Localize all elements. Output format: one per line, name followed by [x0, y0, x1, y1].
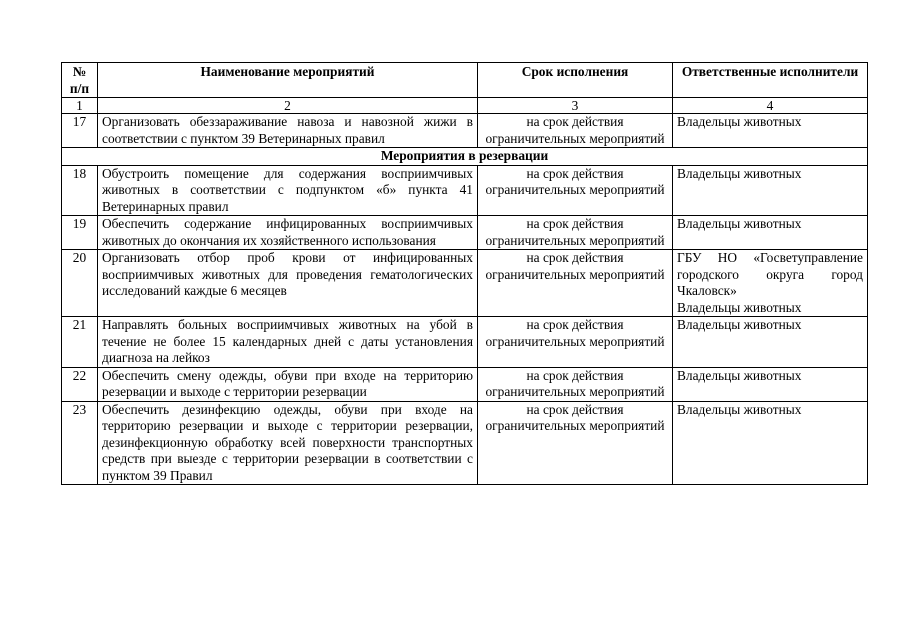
row-number: 17	[62, 114, 98, 148]
measure-name: Обеспечить дезинфекцию одежды, обуви при входе на территорию резервации и выходе с территории резервации, дезинфекционную обработку всей поверхности транспортных средств при выезде с территории резервации в соответствии с пунктом 39 Правил	[98, 401, 478, 485]
measure-name: Обеспечить смену одежды, обуви при входе на территорию резервации и выходе с территории резервации	[98, 367, 478, 401]
column-number: 3	[478, 98, 673, 114]
measure-term: на срок действия ограничительных мероприятий	[478, 401, 673, 485]
responsible-organization: ГБУ НО «Госветуправление городского округа город Чкаловск»	[677, 250, 863, 298]
row-number: 19	[62, 216, 98, 250]
column-number: 1	[62, 98, 98, 114]
measure-name: Организовать обеззараживание навоза и навозной жижи в соответствии с пунктом 39 Ветеринарных правил	[98, 114, 478, 148]
header-name: Наименование мероприятий	[98, 63, 478, 98]
responsible-owners: Владельцы животных	[677, 299, 802, 315]
header-num: № п/п	[62, 63, 98, 98]
measures-table	[61, 62, 868, 485]
measure-responsible: Владельцы животных	[673, 216, 868, 250]
measure-term: на срок действия ограничительных мероприятий	[478, 367, 673, 401]
measure-responsible: Владельцы животных	[673, 401, 868, 485]
table-row	[62, 401, 868, 485]
row-number: 18	[62, 165, 98, 216]
header-resp: Ответственные исполнители	[673, 63, 868, 98]
measure-term: на срок действия ограничительных мероприятий	[478, 114, 673, 148]
section-title: Мероприятия в резервации	[62, 148, 868, 166]
measure-name: Направлять больных восприимчивых животных на убой в течение не более 15 календарных дней с даты установления диагноза на лейкоз	[98, 317, 478, 368]
table-row	[62, 165, 868, 216]
measure-term: на срок действия ограничительных мероприятий	[478, 317, 673, 368]
measure-name: Организовать отбор проб крови от инфицированных восприимчивых животных для проведения гематологических исследований каждые 6 месяцев	[98, 250, 478, 317]
row-number: 22	[62, 367, 98, 401]
measure-term: на срок действия ограничительных мероприятий	[478, 250, 673, 317]
header-term: Срок исполнения	[478, 63, 673, 98]
measure-responsible: Владельцы животных	[673, 165, 868, 216]
measure-name: Обеспечить содержание инфицированных восприимчивых животных до окончания их хозяйственного использования	[98, 216, 478, 250]
measure-name: Обустроить помещение для содержания восприимчивых животных в соответствии с подпунктом «б» пункта 41 Ветеринарных правил	[98, 165, 478, 216]
table-row	[62, 216, 868, 250]
section-row	[62, 148, 868, 166]
column-number: 4	[673, 98, 868, 114]
measure-term: на срок действия ограничительных мероприятий	[478, 165, 673, 216]
row-number: 21	[62, 317, 98, 368]
row-number: 20	[62, 250, 98, 317]
measure-responsible: Владельцы животных	[673, 317, 868, 368]
table-row	[62, 250, 868, 317]
measure-responsible: Владельцы животных	[673, 114, 868, 148]
column-number-row	[62, 98, 868, 114]
table-row	[62, 367, 868, 401]
table-row	[62, 114, 868, 148]
measure-term: на срок действия ограничительных мероприятий	[478, 216, 673, 250]
header-row	[62, 63, 868, 98]
measure-responsible: Владельцы животных	[673, 367, 868, 401]
row-number: 23	[62, 401, 98, 485]
measure-responsible	[673, 250, 868, 317]
column-number: 2	[98, 98, 478, 114]
table-row	[62, 317, 868, 368]
